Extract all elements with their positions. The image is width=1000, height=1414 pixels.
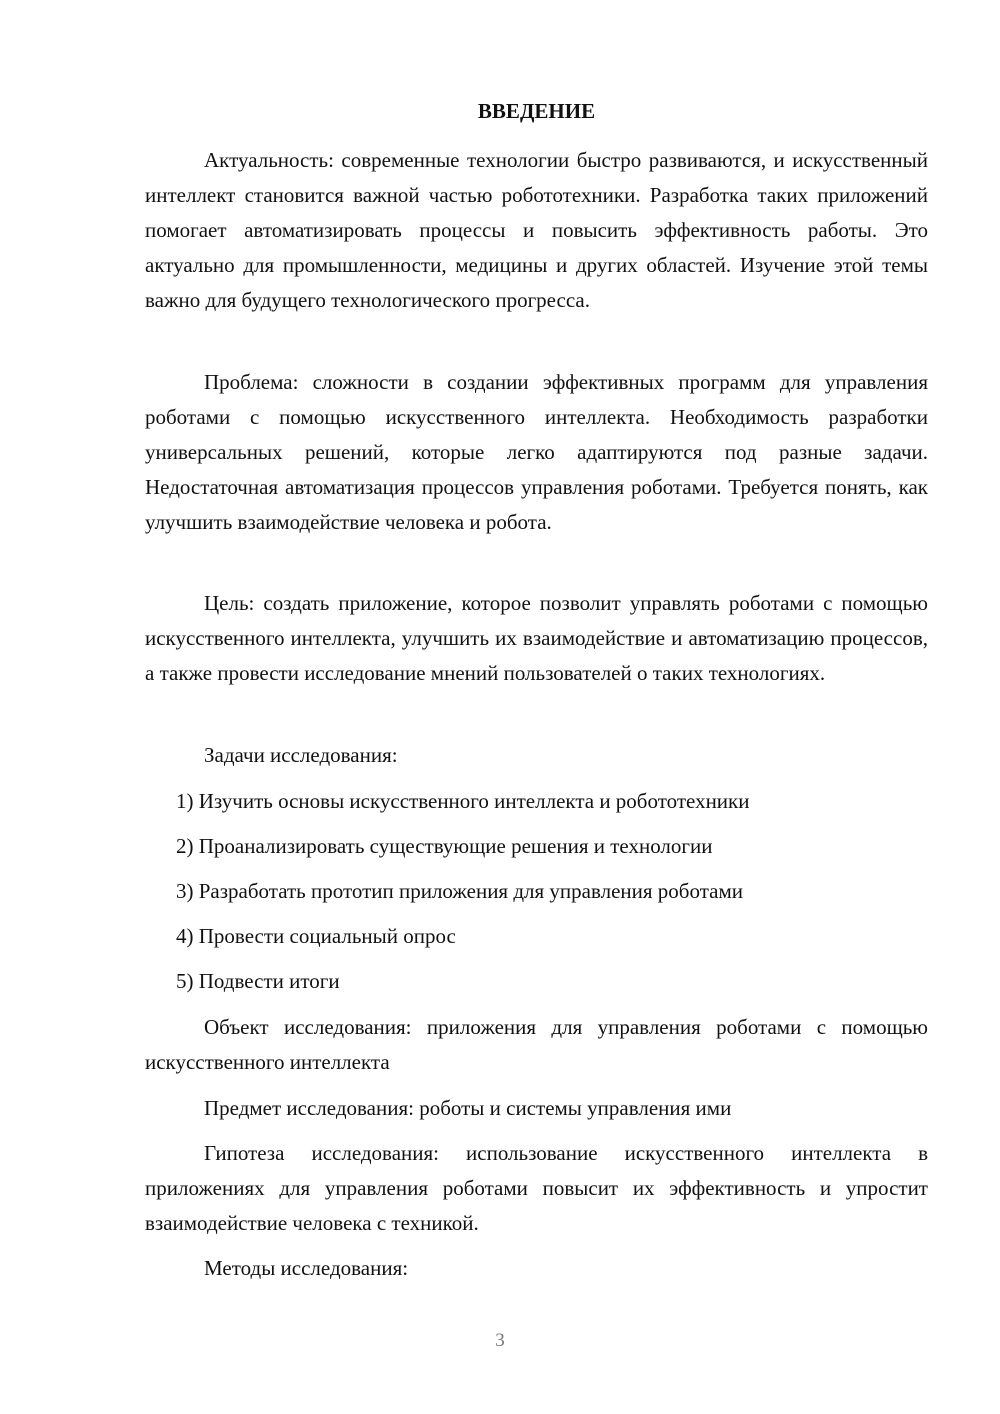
- task-item: 2) Проанализировать существующие решения и технологии: [176, 834, 713, 858]
- page-number: 3: [495, 1330, 505, 1351]
- tasks-heading: Задачи исследования:: [204, 743, 398, 767]
- subject-paragraph: Предмет исследования: роботы и системы управления ими: [204, 1096, 732, 1120]
- goal-paragraph: Цель: создать приложение, которое позволит управлять роботами с помощью искусственного интеллекта, улучшить их взаимодействие и автоматизацию процессов, а также провести исследование мнений пользователей о таких технологиях.: [145, 591, 928, 685]
- task-item: 4) Провести социальный опрос: [176, 924, 456, 948]
- hypothesis-paragraph: Гипотеза исследования: использование искусственного интеллекта в приложениях для управления роботами повысит их эффективность и упростит взаимодействие человека с техникой.: [145, 1141, 928, 1235]
- relevance-paragraph: Актуальность: современные технологии быстро развиваются, и искусственный интеллект становится важной частью робототехники. Разработка таких приложений помогает автоматизировать процессы и повысить эффективность работы. Это актуально для промышленности, медицины и других областей. Изучение этой темы важно для будущего технологического прогресса.: [145, 148, 928, 312]
- task-item: 1) Изучить основы искусственного интеллекта и робототехники: [176, 789, 750, 813]
- object-paragraph: Объект исследования: приложения для управления роботами с помощью искусственного интеллекта: [145, 1015, 928, 1074]
- task-item: 3) Разработать прототип приложения для управления роботами: [176, 879, 743, 903]
- section-title: ВВЕДЕНИЕ: [477, 99, 596, 123]
- methods-heading: Методы исследования:: [204, 1256, 409, 1280]
- task-item: 5) Подвести итоги: [176, 969, 340, 993]
- problem-paragraph: Проблема: сложности в создании эффективных программ для управления роботами с помощью искусственного интеллекта. Необходимость разработки универсальных решений, которые легко адаптируются под разные задачи. Недостаточная автоматизация процессов управления роботами. Требуется понять, как улучшить взаимодействие человека и робота.: [145, 370, 928, 534]
